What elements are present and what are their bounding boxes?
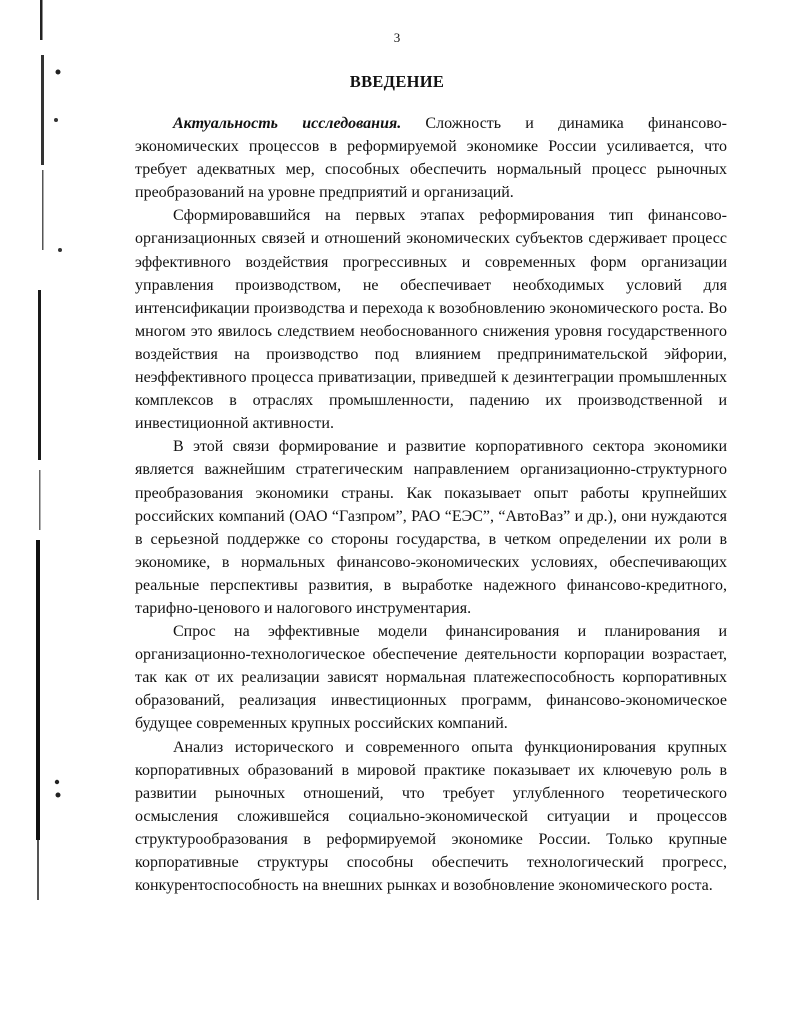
paragraph-4: Спрос на эффективные модели финансирования и планирования и организационно-технологическое обеспечение деятельности корпорации возрастает, так как от их реализации зависят нормальная платежеспособность корпоративных образований, реализация инвестиционных программ, финансово-экономическое будущее современных крупных российских компаний. (135, 623, 727, 733)
body-text (135, 112, 727, 897)
paragraph-text: Сложность и динамика финансово-экономических процессов в реформируемой экономике России усиливается, что требует адекватных мер, способных обеспечить нормальный процесс рыночных преобразований на уровне предприятий и организаций. (135, 115, 728, 202)
paragraph-lead: Актуальность исследования. (173, 115, 402, 132)
paragraph-5: Анализ исторического и современного опыта функционирования крупных корпоративных образований в мировой практике показывает их ключевую роль в развитии рыночных отношений, что требует углубленного теоретического осмысления сложившейся социально-экономической ситуации и процессов структурообразования в реформируемой экономике России. Только крупные корпоративные структуры способны обеспечить технологический прогресс, конкурентоспособность на внешних рынках и возобновление экономического роста. (135, 738, 727, 895)
page-number: 3 (393, 30, 401, 45)
paragraph-1 (135, 112, 727, 204)
scan-artifact-left-edge (0, 0, 80, 1025)
section-title: ВВЕДЕНИЕ (349, 72, 445, 91)
paragraph-3: В этой связи формирование и развитие корпоративного сектора экономики является важнейшим стратегическим направлением организационно-структурного преобразования экономики страны. Как показывает опыт работы крупнейших российских компаний (ОАО “Газпром”, РАО “ЕЭС”, “АвтоВаз” и др.), они нуждаются в серьезной поддержке со стороны государства, в четком определении их роли в экономике, в нормальных финансово-экономических условиях, обеспечивающих реальные перспективы развития, в выработке надежного финансово-кредитного, тарифно-ценового и налогового инструментария. (135, 438, 727, 617)
paragraph-2: Сформировавшийся на первых этапах реформирования тип финансово-организационных связей и отношений экономических субъектов сдерживает процесс эффективного воздействия прогрессивных и современных форм организации управления производством, не обеспечивает необходимых условий для интенсификации производства и перехода к возобновлению экономического роста. Во многом это явилось следствием необоснованного снижения уровня государственного воздействия на производство под влиянием предпринимательской эйфории, неэффективного процесса приватизации, приведшей к дезинтеграции промышленных комплексов в отраслях промышленности, падению их производственной и инвестиционной активности. (135, 207, 727, 433)
